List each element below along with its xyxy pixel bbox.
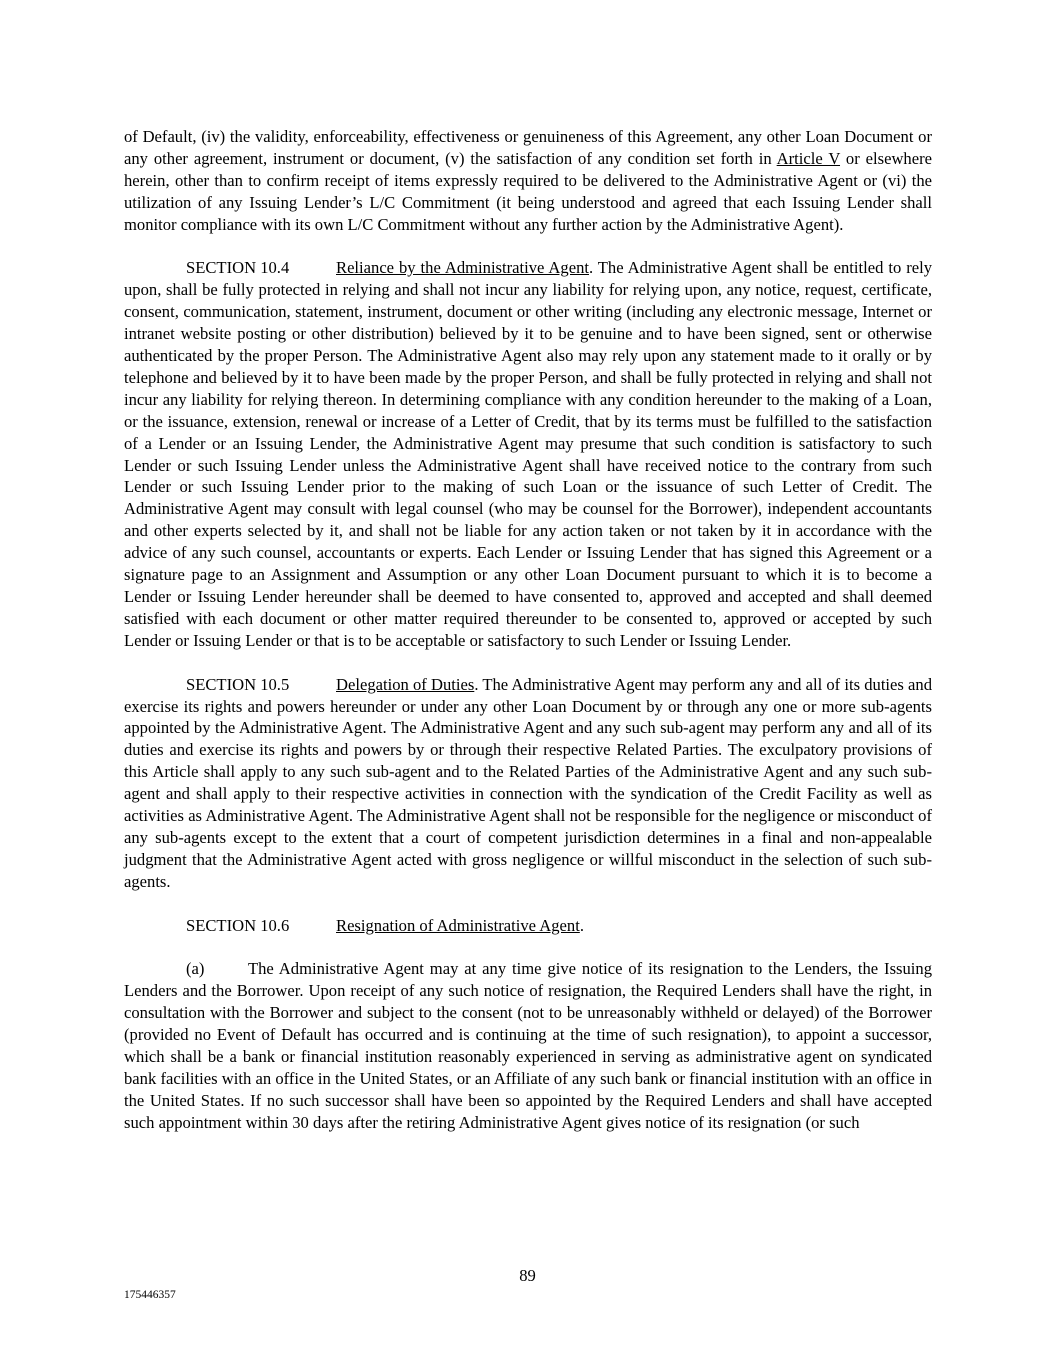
section-10-6-a-paragraph	[124, 958, 932, 1133]
section-10-6-heading-paragraph	[124, 915, 932, 937]
intro-paragraph	[124, 126, 932, 236]
section-10-5-number: SECTION 10.5	[186, 674, 290, 694]
section-10-4-number: SECTION 10.4	[186, 258, 290, 278]
section-10-4-body: . The Administrative Agent shall be entitled to rely upon, shall be fully protected in relying and shall not incur any liability for relying upon, any notice, request, certificate, consent, communication, statement, instrument, document or other writing (including any electronic message, Internet or intranet website posting or other distribution) believed by it to be genuine and to have been signed, sent or otherwise authenticated by the proper Person. The Administrative Agent also may rely upon any statement made to it orally or by telephone and believed by it to have been made by the proper Person, and shall be fully protected in relying and shall not incur any liability for relying thereon. In determining compliance with any condition hereunder to the making of a Loan, or the issuance, extension, renewal or increase of a Letter of Credit, that by its terms must be fulfilled to the satisfaction of a Lender or an Issuing Lender, the Administrative Agent may presume that such condition is satisfactory to such Lender or such Issuing Lender unless the Administrative Agent shall have received notice to the contrary from such Lender or such Issuing Lender prior to the making of such Loan or the issuance of such Letter of Credit. The Administrative Agent may consult with legal counsel (who may be counsel for the Borrower), independent accountants and other experts selected by it, and shall not be liable for any action taken or not taken by it in accordance with the advice of any such counsel, accountants or experts. Each Lender or Issuing Lender that has signed this Agreement or a signature page to an Assignment and Assumption or any other Loan Document pursuant to which it is to become a Lender or Issuing Lender hereunder shall be deemed to have consented to, approved and accepted and shall deemed satisfied with each document or other matter required thereunder to be consented to, approved or accepted by such Lender or Issuing Lender or that is to be acceptable or satisfactory to such Lender or Issuing Lender.	[124, 258, 933, 650]
page-number: 89	[519, 1266, 536, 1285]
section-10-5-paragraph	[124, 674, 932, 893]
section-10-6-number: SECTION 10.6	[186, 915, 290, 935]
intro-text-after: or elsewhere herein, other than to confirm receipt of items expressly required to be delivered to the Administrative Agent or (vi) the utilization of any Issuing Lender’s L/C Commitment (it being understood and agreed that each Issuing Lender shall monitor compliance with its own L/C Commitment without any further action by the Administrative Agent).	[124, 148, 932, 234]
section-10-6-heading: Resignation of Administrative Agent	[336, 915, 580, 935]
intro-text-before: of Default, (iv) the validity, enforceability, effectiveness or genuineness of this Agreement, any other Loan Document or any other agreement, instrument or document, (v) the satisfaction of any condition set forth in	[124, 127, 932, 168]
section-10-5-body: . The Administrative Agent may perform any and all of its duties and exercise its rights and powers hereunder or under any other Loan Document by or through any one or more sub-agents appointed by the Administrative Agent. The Administrative Agent and any such sub-agent may perform any and all of its duties and exercise its rights and powers by or through their respective Related Parties. The exculpatory provisions of this Article shall apply to any such sub-agent and to the Related Parties of the Administrative Agent and any such sub-agent and shall apply to their respective activities in connection with the syndication of the Credit Facility as well as activities as Administrative Agent. The Administrative Agent shall not be responsible for the negligence or misconduct of any sub-agents except to the extent that a court of competent jurisdiction determines in a final and non-appealable judgment that the Administrative Agent acted with gross negligence or willful misconduct in the selection of such sub-agents.	[124, 674, 932, 891]
subsection-a-body: The Administrative Agent may at any time give notice of its resignation to the Lenders, the Issuing Lenders and the Borrower. Upon receipt of any such notice of resignation, the Required Lenders shall have the right, in consultation with the Borrower and subject to the consent (not to be unreasonably withheld or delayed) of the Borrower (provided no Event of Default has occurred and is continuing at the time of such resignation), to appoint a successor, which shall be a bank or financial institution reasonably experienced in serving as administrative agent on syndicated bank facilities with an office in the United States, or an Affiliate of any such bank or financial institution with an office in the United States. If no such successor shall have been so appointed by the Required Lenders and shall have accepted such appointment within 30 days after the retiring Administrative Agent gives notice of its resignation (or such	[124, 959, 932, 1132]
section-10-4-paragraph	[124, 257, 932, 651]
subsection-a-label: (a)	[186, 959, 205, 979]
article-v-reference: Article V	[776, 148, 841, 168]
section-10-6-heading-end: .	[579, 915, 584, 935]
document-page	[124, 126, 932, 1156]
section-10-4-heading: Reliance by the Administrative Agent	[336, 258, 589, 278]
section-10-5-heading: Delegation of Duties	[336, 674, 475, 694]
document-id: 175446357	[124, 1289, 176, 1301]
